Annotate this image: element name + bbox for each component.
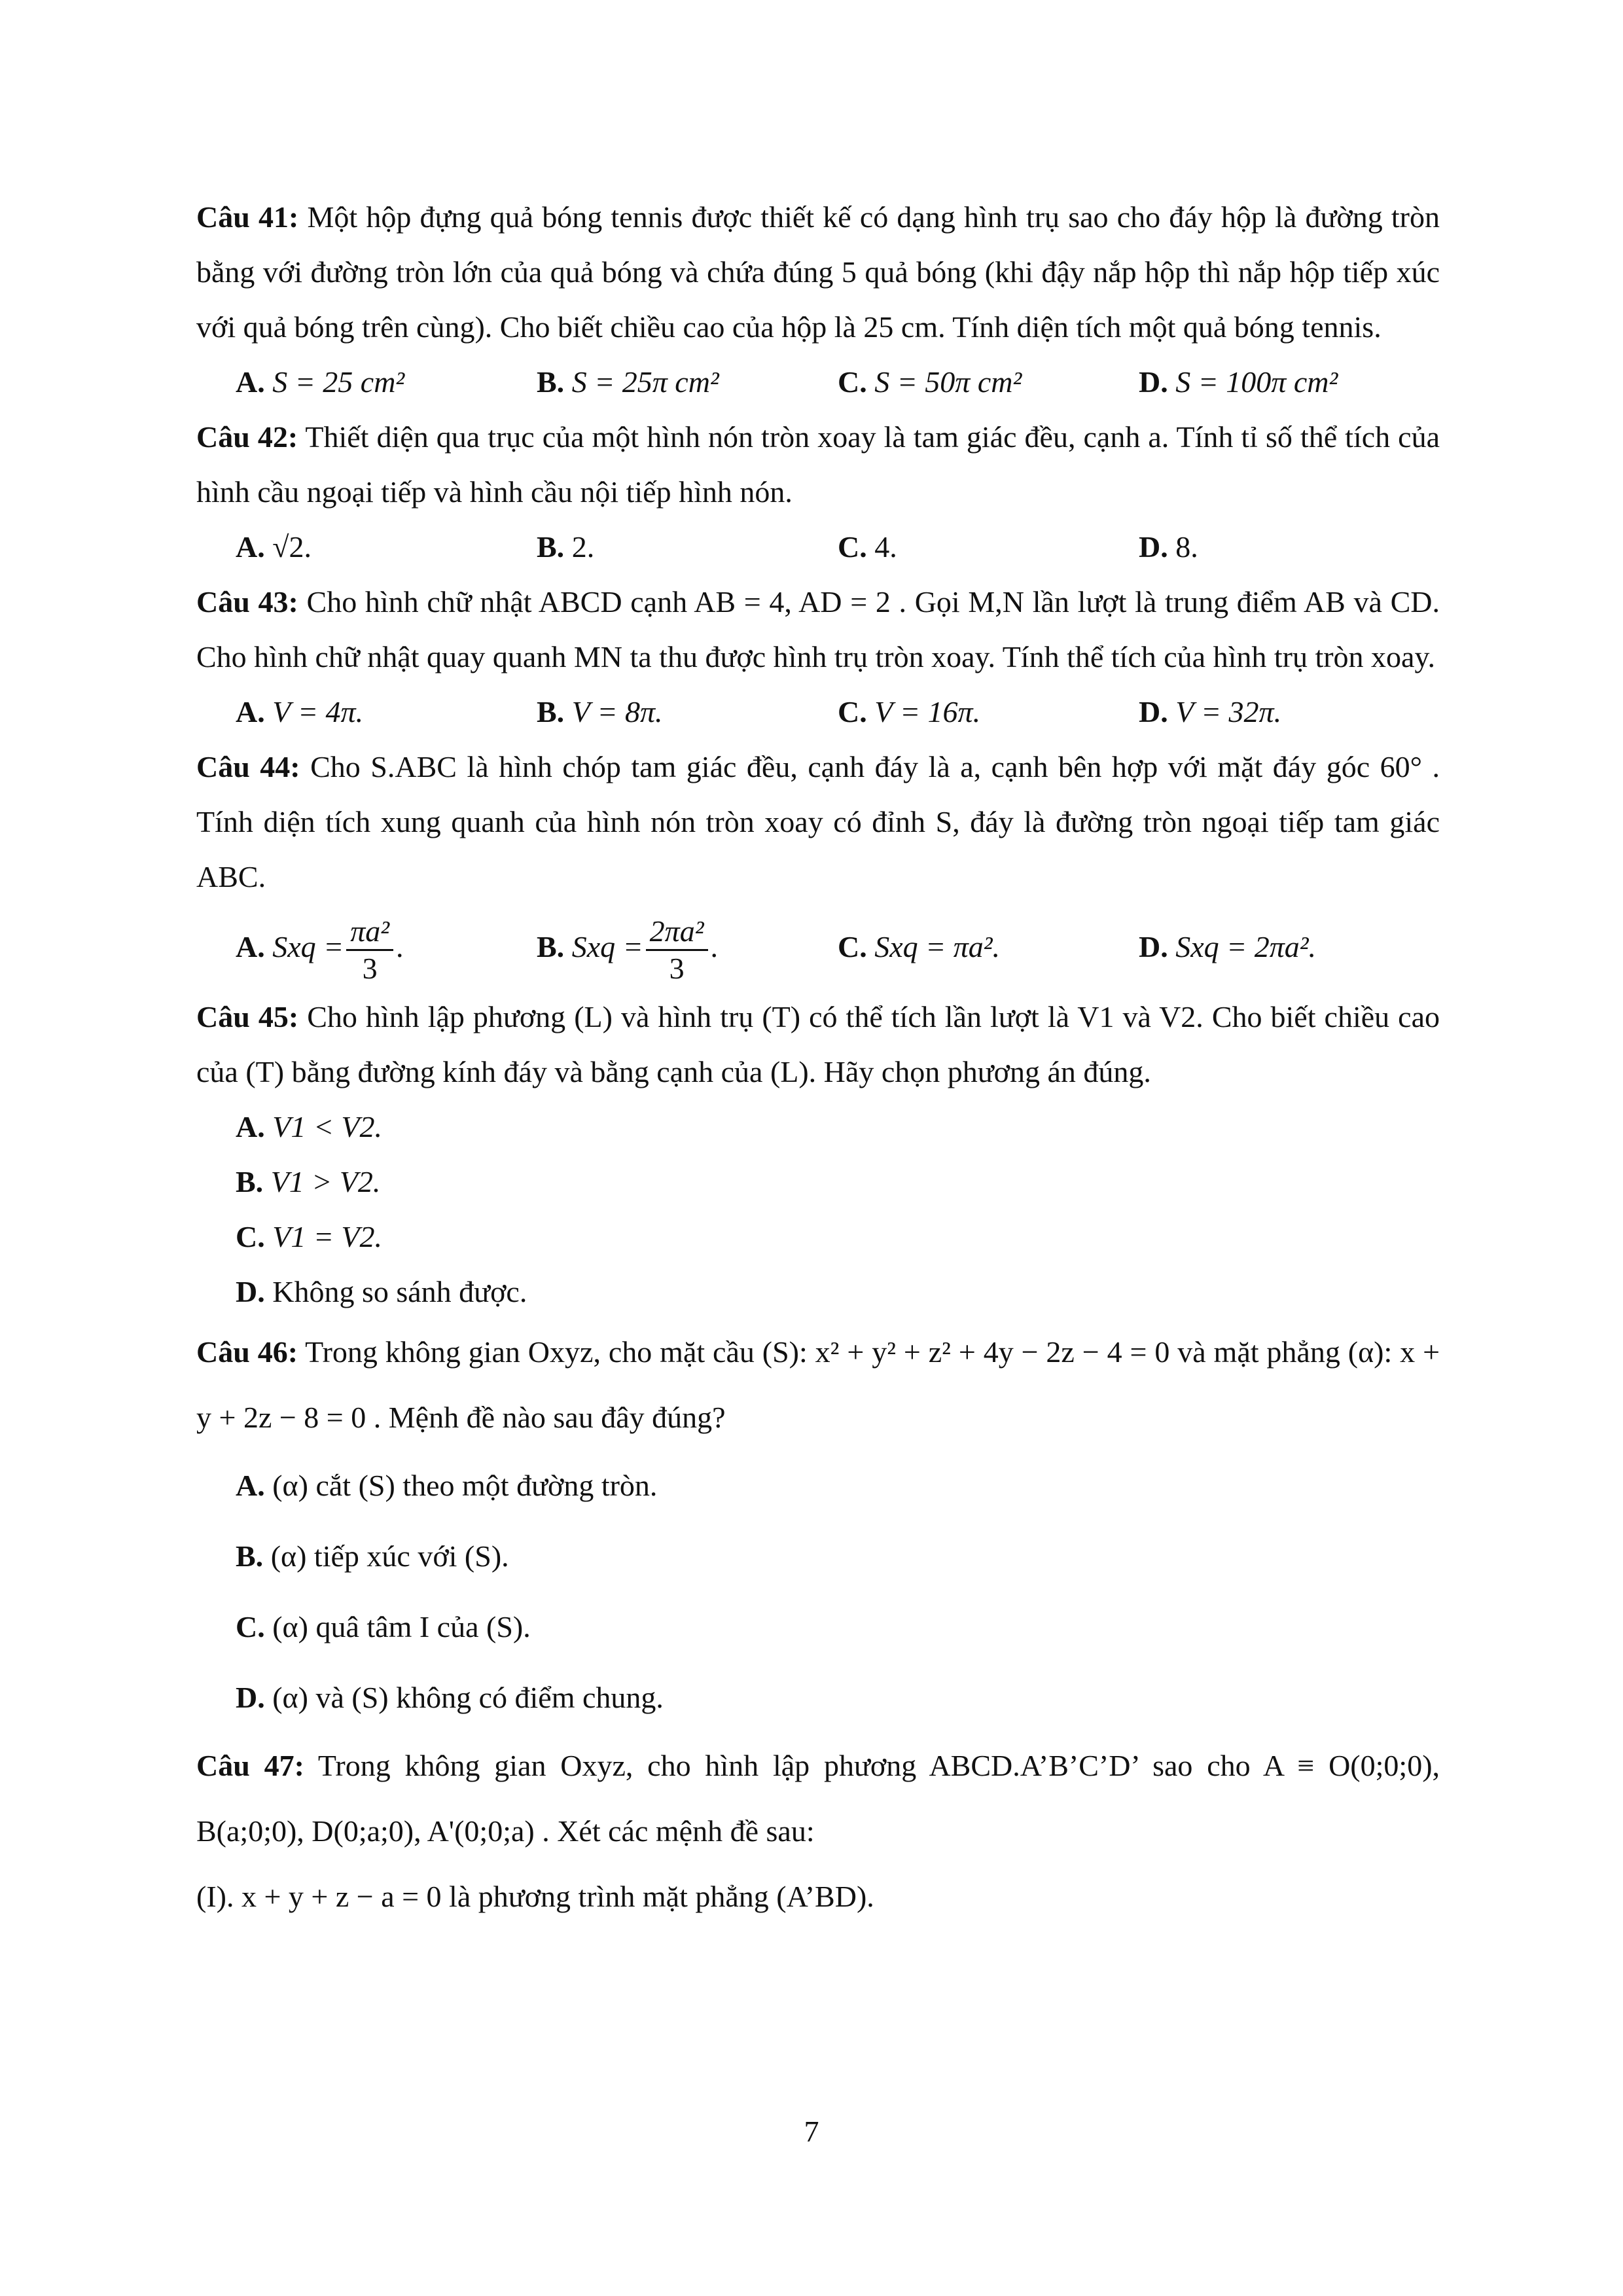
question-45 [196,990,1440,1100]
question-text: Cho hình chữ nhật ABCD cạnh AB = 4, AD = 2 . Gọi M,N lần lượt là trung điểm AB và CD. Cho hình chữ nhật quay quanh MN ta thu được hình trụ tròn xoay. Tính thể tích của hình trụ tròn xoay. [196,585,1440,673]
question-number: Câu 46: [196,1335,298,1369]
option-c[interactable]: C. Sxq = πa². [838,930,1001,963]
options-46 [236,1450,1440,1733]
option-a[interactable]: A. (α) cắt (S) theo một đường tròn. [236,1469,658,1502]
options-41 [236,355,1440,410]
option-c[interactable]: C. S = 50π cm² [838,365,1022,399]
option-b[interactable]: B. V = 8π. [537,695,663,728]
option-d[interactable]: D. Sxq = 2πa². [1139,930,1317,963]
options-45 [236,1100,1440,1319]
question-text: Cho hình lập phương (L) và hình trụ (T) có thể tích lần lượt là V1 và V2. Cho biết chiều cao của (T) bằng đường kính đáy và bằng cạnh của (L). Hãy chọn phương án đúng. [196,1000,1440,1088]
option-b[interactable]: B. S = 25π cm² [537,365,719,399]
question-46 [196,1319,1440,1450]
question-47 [196,1733,1440,1864]
option-a[interactable]: A. V1 < V2. [236,1110,382,1143]
options-42 [236,520,1440,575]
question-text: Thiết diện qua trục của một hình nón tròn xoay là tam giác đều, cạnh a. Tính tỉ số thể tích của hình cầu ngoại tiếp và hình cầu nội tiếp hình nón. [196,420,1440,509]
question-text: Trong không gian Oxyz, cho hình lập phương ABCD.A’B’C’D’ sao cho A ≡ O(0;0;0), B(a;0;0), D(0;a;0), A'(0;0;a) . Xét các mệnh đề sau: [196,1749,1440,1848]
question-number: Câu 44: [196,750,300,783]
option-b[interactable]: B. Sxq = $\frac{\text{2πa²}}{3}$ . [537,914,718,985]
option-a[interactable]: A. Sxq = $\frac{\text{πa²}}{3}$ . [236,914,404,985]
question-number: Câu 45: [196,1000,299,1033]
statement-1: (I). x + y + z − a = 0 là phương trình mặt phẳng (A’BD). [196,1880,874,1913]
question-41 [196,190,1440,355]
fraction: $\frac{\text{2πa²}}{3}$ [646,914,708,986]
option-a[interactable]: A. V = 4π. [236,695,364,728]
option-c[interactable]: C. 4. [838,530,897,564]
option-c[interactable]: C. V1 = V2. [236,1220,382,1253]
option-b[interactable]: B. 2. [537,530,595,564]
question-number: Câu 41: [196,200,299,234]
option-c[interactable]: C. V = 16π. [838,695,981,728]
option-d[interactable]: D. (α) và (S) không có điểm chung. [236,1681,664,1714]
option-d[interactable]: D. Không so sánh được. [236,1275,527,1308]
option-d[interactable]: D. S = 100π cm² [1139,365,1338,399]
question-43 [196,575,1440,685]
question-text: Trong không gian Oxyz, cho mặt cầu (S): x² + y² + z² + 4y − 2z − 4 = 0 và mặt phẳng (α): x + y + 2z − 8 = 0 . Mệnh đề nào sau đây đúng? [196,1335,1440,1434]
option-a[interactable]: A. √2. [236,530,312,564]
question-42 [196,410,1440,520]
question-number: Câu 47: [196,1749,304,1782]
option-b[interactable]: B. (α) tiếp xúc với (S). [236,1539,509,1573]
question-44 [196,740,1440,905]
option-d[interactable]: D. 8. [1139,530,1198,564]
question-text: Một hộp đựng quả bóng tennis được thiết kế có dạng hình trụ sao cho đáy hộp là đường tròn bằng với đường tròn lớn của quả bóng và chứa đúng 5 quả bóng (khi đậy nắp hộp thì nắp hộp tiếp xúc với quả bóng trên cùng). Cho biết chiều cao của hộp là 25 cm. Tính diện tích một quả bóng tennis. [196,200,1440,344]
page-content [196,190,1440,1929]
options-43 [236,685,1440,740]
page-number: 7 [804,2115,819,2148]
fraction: $\frac{\text{πa²}}{3}$ [346,914,393,986]
option-a[interactable]: A. S = 25 cm² [236,365,405,399]
option-d[interactable]: D. V = 32π. [1139,695,1282,728]
option-b[interactable]: B. V1 > V2. [236,1165,381,1198]
question-text: Cho S.ABC là hình chóp tam giác đều, cạnh đáy là a, cạnh bên hợp với mặt đáy góc 60° . Tính diện tích xung quanh của hình nón tròn xoay có đỉnh S, đáy là đường tròn ngoại tiếp tam giác ABC. [196,750,1440,893]
options-44 [236,905,1440,990]
question-number: Câu 43: [196,585,298,619]
question-number: Câu 42: [196,420,298,454]
option-c[interactable]: C. (α) quâ tâm I của (S). [236,1610,531,1643]
